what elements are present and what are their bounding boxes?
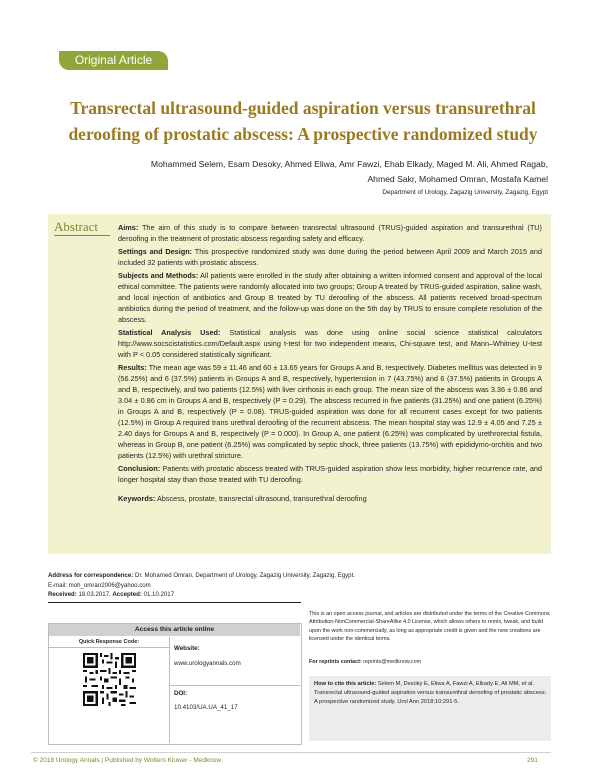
settings-label: Settings and Design: <box>118 247 193 257</box>
dates <box>48 590 448 600</box>
affiliation: Department of Urology, Zagazig University, Zagazig, Egypt <box>382 189 548 196</box>
conclusion-label: Conclusion: <box>118 463 161 473</box>
stats-text: Statistical analysis was done using online social science statistical calculators http://www.socscistatistics.com/Default.aspx using t-test for two independent means, Chi-square test, and Mann–Whitney U-test with P < 0.05 considered statistically significant. <box>118 328 542 360</box>
qr-label: Quick Response Code: <box>49 637 169 648</box>
footer-rule <box>31 752 551 753</box>
author-line-1: Mohammed Selem, Esam Desoky, Ahmed Eliwa, Amr Fawzi, Ehab Elkady, Maged M. Ali, Ahmed Ragab, <box>150 159 548 169</box>
abstract-aims <box>118 223 542 245</box>
website-link[interactable]: www.urologyannals.com <box>174 660 241 667</box>
aims-text: The aim of this study is to compare between transrectal ultrasound (TRUS)-guided aspiration and transurethral (TU) deroofing in the treatment of prostatic abscess regarding safety and efficacy. <box>118 223 542 243</box>
article-type-badge: Original Article <box>59 51 168 70</box>
access-heading: Access this article online <box>49 624 300 636</box>
abstract-stats <box>118 328 542 361</box>
article-title: Transrectal ultrasound-guided aspiration versus transurethral deroofing of prostatic abscess: A prospective randomized study <box>68 98 538 144</box>
aims-label: Aims: <box>118 223 139 232</box>
footer-copyright: © 2018 Urology Annals | Published by Wolters Kluwer - Medknow <box>33 757 222 764</box>
correspondence-email <box>48 581 448 591</box>
email-label: E-mail: <box>48 581 67 589</box>
correspondence-text: Dr. Mohamed Omran, Department of Urology, Zagazig University, Zagazig, Egypt. <box>135 572 355 579</box>
abstract-heading-rule <box>54 235 110 236</box>
settings-text: This prospective randomized study was done during the period between April 2009 and March 2015 and included 32 patients with prostatic abscess. <box>118 247 542 268</box>
correspondence-address <box>48 571 448 581</box>
divider <box>48 602 301 603</box>
reprints-email[interactable]: reprints@medknow.com <box>363 659 422 665</box>
conclusion-text: Patients with prostatic abscess treated with TRUS-guided aspiration show less morbidity, higher recurrence rate, and longer hospital stay than those treated with TU deroofing. <box>118 463 542 484</box>
keywords-label: Keywords: <box>118 493 156 503</box>
abstract-settings <box>118 247 542 269</box>
received-label: Received: <box>48 591 77 598</box>
doi-label: DOI: <box>174 690 188 697</box>
reprints <box>309 659 421 665</box>
results-label: Results: <box>118 363 147 373</box>
methods-label: Subjects and Methods: <box>118 271 199 281</box>
access-divider-horizontal <box>170 685 300 686</box>
abstract-keywords <box>118 494 542 505</box>
author-line-2: Ahmed Sakr, Mohamed Omran, Mostafa Kamel <box>367 174 548 184</box>
abstract-body <box>118 223 542 507</box>
qr-code-icon[interactable] <box>83 653 136 706</box>
license-text: This is an open access journal, and articles are distributed under the terms of the Creative Commons Attribution-NonCommercial-ShareAlike 4.0 License, which allows others to remix, tweak, and build upon the work non-commercially, as long as appropriate credit is given and the new creations are licensed under the identical terms. <box>309 611 550 643</box>
access-divider-vertical <box>169 637 170 743</box>
abstract-methods <box>118 271 542 326</box>
reprints-label: For reprints contact: <box>309 659 362 665</box>
citation-text: Selem M, Desoky E, Eliwa A, Fawzi A, Elkady E, Ali MM, et al. Transrectal ultrasound-guided aspiration versus transurethral deroofing of prostatic abscess: A prospective randomized study. Urol Ann 2018;10:291-5. <box>314 681 547 705</box>
received-date: 18.03.2017, <box>78 591 111 598</box>
abstract-heading <box>54 219 98 235</box>
accepted-label: Accepted: <box>112 591 142 598</box>
abstract-conclusion <box>118 464 542 486</box>
keywords-text: Abscess, prostate, transrectal ultrasound, transurethral deroofing <box>156 493 367 503</box>
website-label: Website: <box>174 645 200 652</box>
accepted-date: 01.10.2017 <box>143 591 175 598</box>
results-text: The mean age was 59 ± 11.46 and 60 ± 13.65 years for Groups A and B, respectively. Diabetes mellitus was detected in 9 (56.25%) and 6 (37.5%) patients in Groups A and B, respectively, hypertension in 7 (43.75%) and 6 (37.5%) patients in Groups A and B, respectively, and two patients (12.5%) with liver cirrhosis in each group. The mean size of the abscess was 3.36 ± 0.86 and 3.04 ± 0.86 cm in Groups A and B, respectively (P = 0.29). The abscess recurred in five patients (31.25%) and one patient (6.25%) in Groups A and B, respectively (P = 0.08). TRUS-guided aspiration was done for all recurrent cases except for two patients (12.5%) in Group A required trans urethral deroofing of the recurrent abscess. The mean hospital stay was 12.9 ± 4.05 and 7.25 ± 2.40 days for Groups A and B, respectively (P = 0.000). In Group A, one patient (6.25%) was complicated by urethrorectal fistula, whereas in Group B, one patient (6.25%) was complicated by septic shock, three patients (13.75%) with epididymo-orchitis and two patients (12.5%) with urethral stricture. <box>118 363 542 460</box>
email-link[interactable]: moh_omran2006@yahoo.com <box>68 581 151 589</box>
page-number: 291 <box>527 757 538 764</box>
correspondence-label: Address for correspondence: <box>48 572 134 579</box>
author-list <box>70 157 548 187</box>
doi-link[interactable]: 10.4103/UA.UA_41_17 <box>174 704 238 711</box>
abstract-results <box>118 363 542 461</box>
citation <box>314 680 547 707</box>
methods-text: All patients were enrolled in the study after obtaining a written informed consent and approval of the local ethical committee. The patients were randomly allocated into two groups; Group A treated by TRUS-guided aspiration, saline wash, and local injection of antibiotics and Group B treated by TU deroofing of the abscess. All patients received broad-spectrum antibiotics during the period of treatment, and the follow-up was done on the 5th day by TRUS to ensure complete resolution of the abscess. <box>118 271 543 325</box>
citation-label: How to cite this article: <box>314 681 377 687</box>
correspondence <box>48 571 448 600</box>
stats-label: Statistical Analysis Used: <box>118 328 221 338</box>
abstract-heading-text: Abstract <box>54 219 99 234</box>
